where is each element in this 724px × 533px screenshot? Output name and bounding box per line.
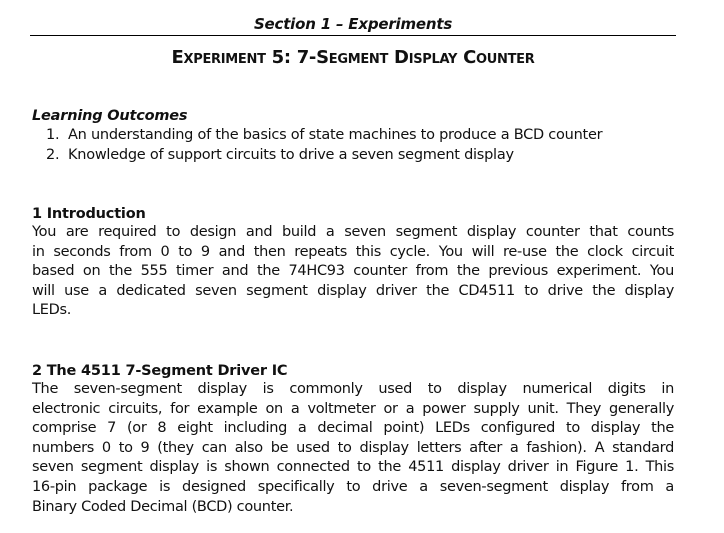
list-item-text: Knowledge of support circuits to drive a seven segment display <box>68 146 514 163</box>
paragraph-line: numbers 0 to 9 (they can also be used to display letters after a fashion). A standard <box>32 439 674 456</box>
driver-section-paragraph <box>32 380 674 517</box>
learning-outcomes-list <box>46 126 602 165</box>
list-item <box>46 146 602 166</box>
section-header: Section 1 – Experiments <box>253 15 453 33</box>
paragraph-line: based on the 555 timer and the 74HC93 counter from the previous experiment. You <box>32 263 674 280</box>
header-rule <box>30 35 676 36</box>
driver-section-heading: 2 The 4511 7-Segment Driver IC <box>32 363 288 379</box>
paragraph-line: in seconds from 0 to 9 and then repeats this cycle. You will re-use the clock circuit <box>32 243 674 260</box>
paragraph-line: The seven-segment display is commonly used to display numerical digits in <box>32 381 674 397</box>
paragraph-line: LEDs. <box>32 302 72 319</box>
introduction-heading: 1 Introduction <box>32 206 146 222</box>
list-item <box>46 126 602 146</box>
learning-outcomes-heading: Learning Outcomes <box>32 108 188 124</box>
paragraph-line: electronic circuits, for example on a voltmeter or a power supply unit. They generally <box>32 400 674 417</box>
paragraph-line: seven segment display is shown connected to the 4511 display driver in Figure 1. This <box>32 459 674 476</box>
experiment-title-text: Experiment 5: 7-Segment Display Counter <box>171 47 535 68</box>
list-item-number: 1. <box>46 127 60 143</box>
introduction-paragraph <box>32 223 674 321</box>
paragraph-line: You are required to design and build a seven segment display counter that counts <box>32 224 674 240</box>
paragraph-line: will use a dedicated seven segment display driver the CD4511 to drive the display <box>32 282 674 299</box>
list-item-number: 2. <box>46 146 60 163</box>
list-item-text: An understanding of the basics of state machines to produce a BCD counter <box>68 127 603 143</box>
paragraph-line: 16-pin package is designed specifically to drive a seven-segment display from a <box>32 478 674 495</box>
paragraph-line: Binary Coded Decimal (BCD) counter. <box>32 498 294 515</box>
experiment-title <box>30 46 676 70</box>
paragraph-line: comprise 7 (or 8 eight including a decimal point) LEDs configured to display the <box>32 420 674 437</box>
